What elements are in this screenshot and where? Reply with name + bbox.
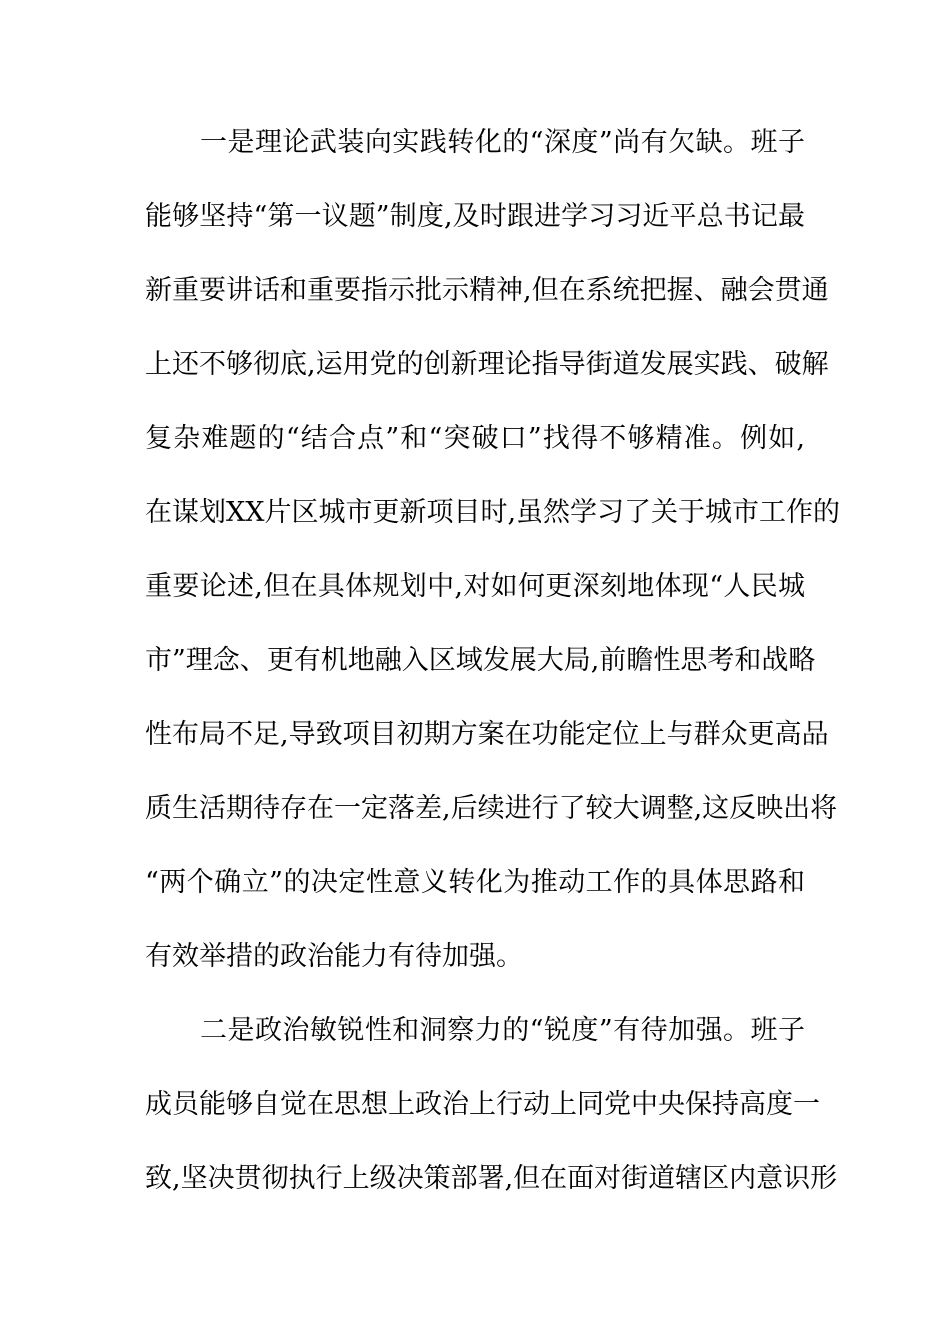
document-page	[145, 106, 841, 1216]
text-line: 有效举措的政治能力有待加强。	[145, 941, 523, 972]
paragraph-2	[145, 994, 838, 1216]
text-line: 市”理念、更有机地融入区域发展大局,前瞻性思考和战略	[145, 645, 816, 676]
text-line: 在谋划XX片区城市更新项目时,虽然学习了关于城市工作的	[145, 497, 841, 528]
text-line: 致,坚决贯彻执行上级决策部署,但在面对街道辖区内意识形	[145, 1163, 838, 1194]
text-line: 重要论述,但在具体规划中,对如何更深刻地体现“人民城	[145, 571, 805, 602]
text-line: “两个确立”的决定性意义转化为推动工作的具体思路和	[145, 867, 805, 898]
text-line: 成员能够自觉在思想上政治上行动上同党中央保持高度一	[145, 1089, 820, 1120]
text-line: 能够坚持“第一议题”制度,及时跟进学习习近平总书记最	[145, 201, 805, 232]
text-line: 复杂难题的“结合点”和“突破口”找得不够精准。例如,	[145, 423, 805, 454]
text-line: 性布局不足,导致项目初期方案在功能定位上与群众更高品	[145, 719, 829, 750]
text-line: 新重要讲话和重要指示批示精神,但在系统把握、融会贯通	[145, 275, 829, 306]
text-line: 一是理论武装向实践转化的“深度”尚有欠缺。班子	[200, 127, 805, 158]
text-line: 二是政治敏锐性和洞察力的“锐度”有待加强。班子	[200, 1015, 805, 1046]
text-line: 上还不够彻底,运用党的创新理论指导街道发展实践、破解	[145, 349, 829, 380]
text-line: 质生活期待存在一定落差,后续进行了较大调整,这反映出将	[145, 793, 838, 824]
paragraph-1	[145, 106, 841, 994]
